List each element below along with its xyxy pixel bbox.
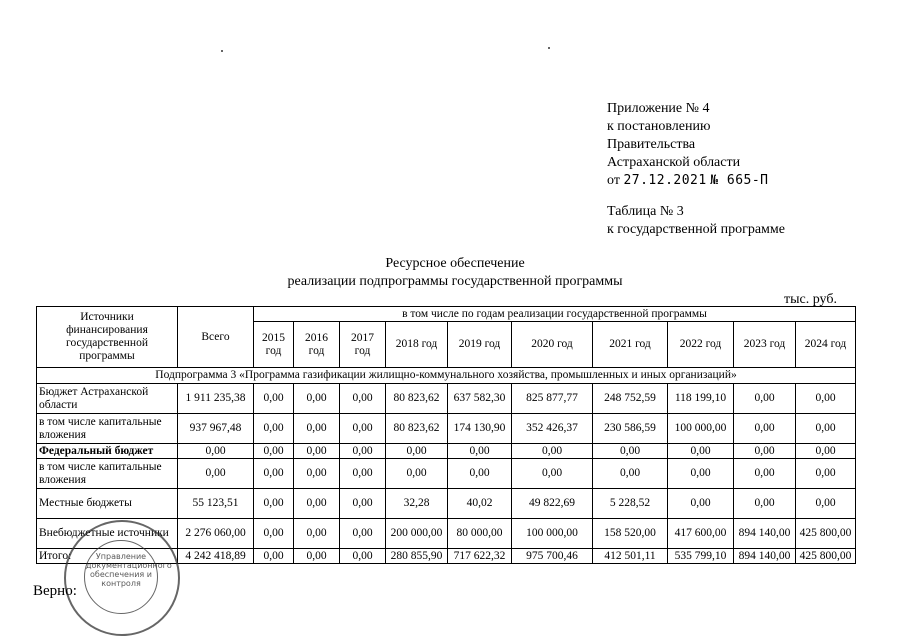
year-value-cell: 0,00 — [254, 519, 294, 549]
row-label: Местные бюджеты — [37, 489, 178, 519]
year-value-cell: 0,00 — [448, 459, 512, 489]
year-value-cell: 0,00 — [386, 459, 448, 489]
year-value-cell: 118 199,10 — [668, 384, 734, 414]
year-header: 2016 год — [294, 322, 340, 368]
year-value-cell: 0,00 — [340, 519, 386, 549]
appendix-line: Приложение № 4 — [607, 101, 710, 116]
decree-date-prefix: от — [607, 173, 620, 188]
official-stamp — [64, 520, 180, 636]
table-reference — [607, 203, 785, 239]
year-value-cell: 0,00 — [294, 414, 340, 444]
year-value-cell: 200 000,00 — [386, 519, 448, 549]
year-value-cell: 0,00 — [734, 444, 796, 459]
year-value-cell: 174 130,90 — [448, 414, 512, 444]
year-header: 2018 год — [386, 322, 448, 368]
year-value-cell: 0,00 — [340, 489, 386, 519]
row-total: 0,00 — [178, 444, 254, 459]
year-value-cell: 230 586,59 — [593, 414, 668, 444]
appendix-line: Правительства — [607, 137, 696, 152]
table-row — [37, 489, 856, 519]
year-value-cell: 0,00 — [340, 444, 386, 459]
year-value-cell: 0,00 — [668, 489, 734, 519]
row-total: 937 967,48 — [178, 414, 254, 444]
appendix-line: к постановлению — [607, 119, 711, 134]
document-title — [200, 255, 710, 291]
year-value-cell: 80 000,00 — [448, 519, 512, 549]
year-value-cell: 0,00 — [294, 489, 340, 519]
year-value-cell: 637 582,30 — [448, 384, 512, 414]
year-value-cell: 825 877,77 — [512, 384, 593, 414]
year-value-cell: 0,00 — [734, 414, 796, 444]
year-value-cell: 717 622,32 — [448, 549, 512, 564]
table-row — [37, 414, 856, 444]
year-value-cell: 0,00 — [796, 414, 856, 444]
title-line: реализации подпрограммы государственной программы — [287, 274, 623, 289]
row-label: Итого: — [37, 549, 178, 564]
year-value-cell: 0,00 — [734, 489, 796, 519]
year-value-cell: 49 822,69 — [512, 489, 593, 519]
year-header: 2022 год — [668, 322, 734, 368]
year-value-cell: 80 823,62 — [386, 414, 448, 444]
year-value-cell: 0,00 — [254, 384, 294, 414]
year-value-cell: 0,00 — [796, 384, 856, 414]
year-header: 2015 год — [254, 322, 294, 368]
year-value-cell: 0,00 — [294, 519, 340, 549]
year-value-cell: 5 228,52 — [593, 489, 668, 519]
year-value-cell: 0,00 — [796, 489, 856, 519]
year-value-cell: 894 140,00 — [734, 519, 796, 549]
year-header: 2019 год — [448, 322, 512, 368]
title-line: Ресурсное обеспечение — [385, 256, 525, 271]
year-value-cell: 894 140,00 — [734, 549, 796, 564]
year-value-cell: 40,02 — [448, 489, 512, 519]
year-value-cell: 417 600,00 — [668, 519, 734, 549]
year-value-cell: 0,00 — [254, 549, 294, 564]
year-value-cell: 0,00 — [734, 384, 796, 414]
row-label: Внебюджетные источники — [37, 519, 178, 549]
table-row — [37, 459, 856, 489]
year-value-cell: 0,00 — [796, 459, 856, 489]
subprogram-row: Подпрограмма 3 «Программа газификации жилищно-коммунального хозяйства, промышленных и иных организаций» — [37, 368, 856, 384]
row-total: 1 911 235,38 — [178, 384, 254, 414]
table-reference-line: Таблица № 3 — [607, 204, 684, 219]
year-value-cell: 0,00 — [340, 549, 386, 564]
certification-label: Верно: — [33, 583, 77, 599]
year-header: 2020 год — [512, 322, 593, 368]
year-value-cell: 0,00 — [512, 459, 593, 489]
decree-date: 27.12.2021 — [623, 173, 707, 188]
year-value-cell: 0,00 — [254, 489, 294, 519]
source-header: Источники финансирования государственной программы — [37, 307, 178, 368]
year-value-cell: 425 800,00 — [796, 549, 856, 564]
year-value-cell: 0,00 — [512, 444, 593, 459]
decree-number: № 665-П — [710, 173, 769, 188]
units-label: тыс. руб. — [784, 292, 837, 307]
appendix-decree-line — [607, 172, 769, 190]
year-value-cell: 0,00 — [340, 414, 386, 444]
year-value-cell: 0,00 — [254, 414, 294, 444]
year-value-cell: 248 752,59 — [593, 384, 668, 414]
table-row — [37, 384, 856, 414]
scan-speck — [548, 47, 550, 49]
year-value-cell: 32,28 — [386, 489, 448, 519]
year-value-cell: 0,00 — [593, 444, 668, 459]
year-value-cell: 0,00 — [668, 444, 734, 459]
row-label: в том числе капитальные вложения — [37, 459, 178, 489]
year-value-cell: 0,00 — [294, 459, 340, 489]
row-label: Бюджет Астраханской области — [37, 384, 178, 414]
year-value-cell: 0,00 — [340, 384, 386, 414]
row-total: 2 276 060,00 — [178, 519, 254, 549]
year-value-cell: 100 000,00 — [668, 414, 734, 444]
year-value-cell: 158 520,00 — [593, 519, 668, 549]
scan-speck — [221, 50, 223, 52]
year-header: 2024 год — [796, 322, 856, 368]
year-header: 2023 год — [734, 322, 796, 368]
year-value-cell: 100 000,00 — [512, 519, 593, 549]
year-value-cell: 425 800,00 — [796, 519, 856, 549]
row-total: 55 123,51 — [178, 489, 254, 519]
year-value-cell: 0,00 — [668, 459, 734, 489]
year-value-cell: 0,00 — [294, 444, 340, 459]
year-value-cell: 975 700,46 — [512, 549, 593, 564]
year-value-cell: 0,00 — [386, 444, 448, 459]
year-value-cell: 0,00 — [448, 444, 512, 459]
year-value-cell: 0,00 — [734, 459, 796, 489]
year-value-cell: 0,00 — [294, 549, 340, 564]
year-value-cell: 535 799,10 — [668, 549, 734, 564]
table-row — [37, 444, 856, 459]
year-value-cell: 0,00 — [593, 459, 668, 489]
years-caption: в том числе по годам реализации государственной программы — [254, 307, 856, 322]
row-total: 0,00 — [178, 459, 254, 489]
year-value-cell: 80 823,62 — [386, 384, 448, 414]
appendix-line: Астраханской области — [607, 155, 741, 170]
year-value-cell: 352 426,37 — [512, 414, 593, 444]
year-value-cell: 0,00 — [254, 444, 294, 459]
year-value-cell: 0,00 — [340, 459, 386, 489]
appendix-block — [607, 100, 769, 190]
year-value-cell: 0,00 — [254, 459, 294, 489]
year-value-cell: 0,00 — [294, 384, 340, 414]
year-value-cell: 0,00 — [796, 444, 856, 459]
resource-table — [36, 306, 856, 564]
row-total: 4 242 418,89 — [178, 549, 254, 564]
year-header: 2017 год — [340, 322, 386, 368]
row-label: в том числе капитальные вложения — [37, 414, 178, 444]
year-value-cell: 280 855,90 — [386, 549, 448, 564]
year-value-cell: 412 501,11 — [593, 549, 668, 564]
stamp-text: Управление документационного обеспечения и контроля — [86, 552, 172, 588]
year-header: 2021 год — [593, 322, 668, 368]
total-header: Всего — [178, 307, 254, 368]
row-label: Федеральный бюджет — [37, 444, 178, 459]
table-reference-line: к государственной программе — [607, 222, 785, 237]
